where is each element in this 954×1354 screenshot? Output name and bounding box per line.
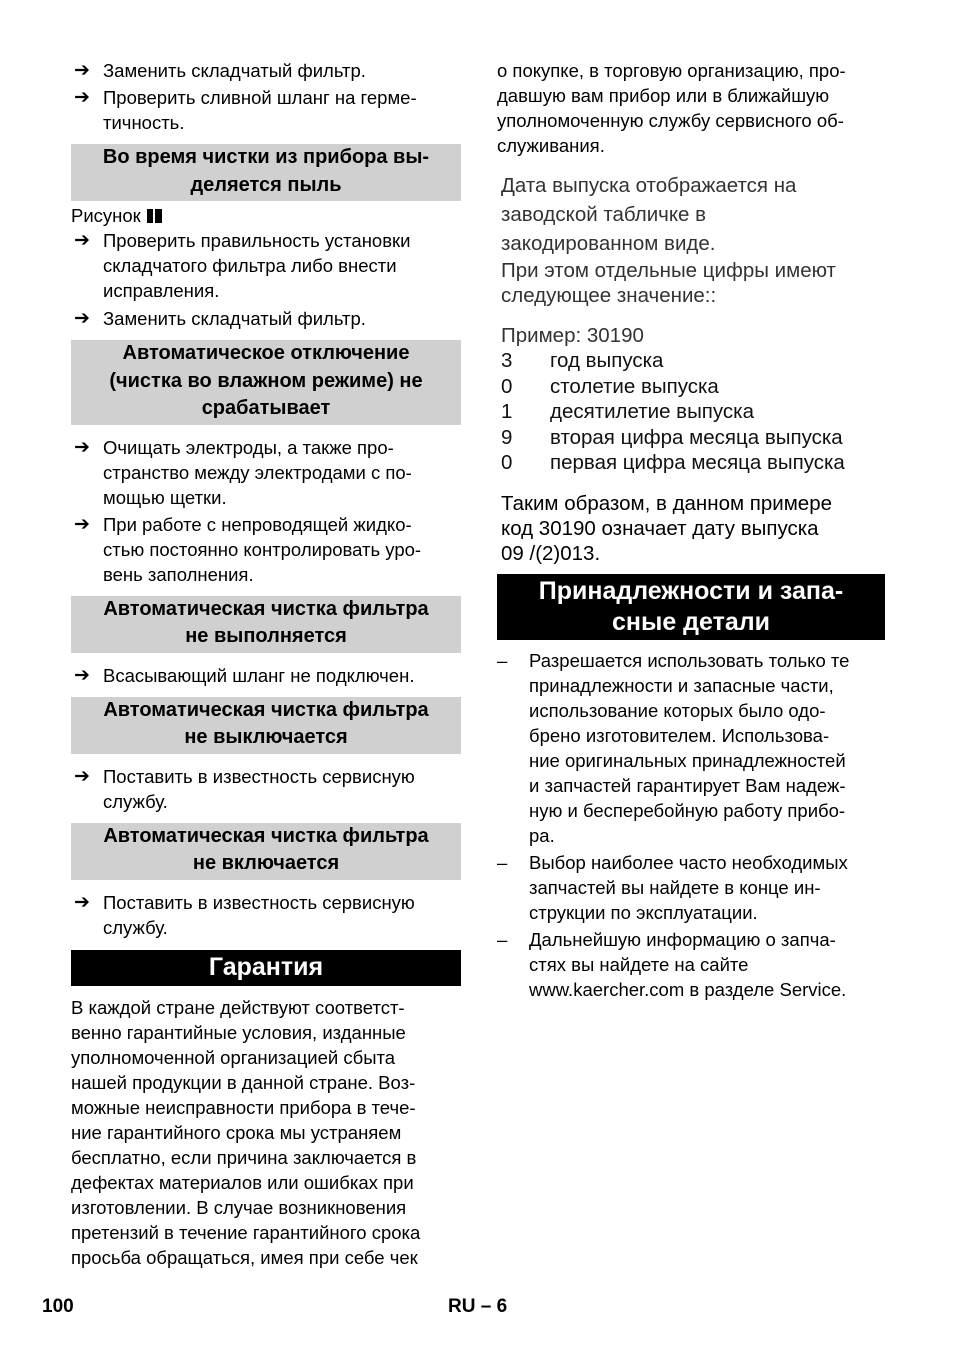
text-line: бесплатно, если причина заключается в — [71, 1146, 417, 1168]
heading-line: не выключается — [184, 726, 348, 748]
heading-line: Автоматическая чистка фильтра — [103, 698, 429, 721]
example-digit: 3 — [501, 349, 513, 372]
bullet-text: Всасывающий шланг не подключен. — [103, 664, 415, 686]
bullet-text: службу. — [103, 790, 168, 812]
example-row — [497, 374, 885, 400]
text-line: При этом отдельные цифры имеют — [501, 259, 836, 282]
text-line: нашей продукции в данной стране. Воз- — [71, 1071, 416, 1093]
arrow-icon: ➔ — [74, 891, 90, 913]
example-digit: 0 — [501, 374, 513, 398]
section-heading-dust — [71, 144, 461, 201]
text-line: ние гарантийного срока мы устраняем — [71, 1121, 402, 1143]
heading-line: Автоматическая чистка фильтра — [103, 824, 429, 847]
arrow-icon: ➔ — [74, 87, 90, 108]
list-text: брено изготовителем. Использова- — [529, 724, 830, 746]
example-digit: 0 — [501, 451, 513, 474]
text-line: В каждой стране действуют соответст- — [71, 996, 405, 1018]
list-text: Дальнейшую информацию о запча- — [529, 928, 836, 950]
heading-line: (чистка во влажном режиме) не — [109, 369, 423, 392]
text-line: уполномоченную службу сервисного об- — [497, 110, 844, 131]
text-line: претензий в течение гарантийного срока — [71, 1221, 421, 1243]
example-digit: 1 — [501, 400, 513, 423]
bullet-text: вень заполнения. — [103, 563, 254, 585]
example-row — [497, 348, 885, 374]
dash-marker: – — [497, 649, 508, 671]
heading-line: Во время чистки из прибора вы- — [102, 146, 430, 168]
language-page-label: RU – 6 — [448, 1296, 508, 1317]
bullet-text: стью постоянно контролировать уро- — [103, 538, 422, 560]
list-item — [497, 850, 885, 925]
bullet-item — [71, 228, 461, 303]
list-item — [497, 927, 885, 1002]
example-meaning: десятилетие выпуска — [550, 400, 754, 423]
heading-line: Гарантия — [208, 952, 324, 981]
bullet-text: При работе с непроводящей жидко- — [103, 513, 412, 535]
example-meaning: первая цифра месяца выпуска — [550, 451, 845, 474]
bullet-text: тичность. — [103, 112, 185, 133]
heading-line: Автоматическая чистка фильтра — [103, 597, 429, 620]
bullet-text: исправления. — [103, 280, 220, 301]
heading-line: Автоматическое отключение — [122, 342, 410, 364]
text-line: дефектах материалов или ошибках при — [71, 1171, 414, 1193]
list-text: стях вы найдете на сайте — [529, 953, 749, 975]
text-line: 09 /(2)013. — [501, 541, 601, 565]
list-text: Выбор наиболее часто необходимых — [529, 851, 848, 873]
list-text: ную и бесперебойную работу прибо- — [529, 799, 846, 821]
bullet-text: мощью щетки. — [103, 486, 227, 508]
list-text: и запчастей гарантирует Вам надеж- — [529, 774, 846, 796]
figure-label: Рисунок — [71, 205, 141, 226]
page-number: 100 — [42, 1296, 74, 1317]
list-text: струкции по эксплуатации. — [529, 901, 758, 923]
text-line: Пример: 30190 — [501, 324, 644, 347]
bullet-text: складчатого фильтра либо внести — [103, 255, 397, 276]
bullet-text: Проверить сливной шланг на герме- — [103, 87, 417, 108]
heading-line: деляется пыль — [190, 173, 342, 196]
bullet-item — [71, 890, 461, 940]
text-line: изготовлении. В случае возникновения — [71, 1196, 407, 1218]
list-text: ра. — [529, 824, 555, 846]
section-heading-autooff — [71, 340, 461, 425]
figure-icon — [147, 209, 162, 223]
section-heading-filter-not-running — [71, 596, 461, 653]
bullet-item — [71, 663, 461, 688]
text-line: давшую вам прибор или в ближайшую — [497, 85, 830, 106]
right-column — [497, 58, 885, 1002]
bullet-text: Заменить складчатый фильтр. — [103, 60, 366, 81]
bullet-text: Проверить правильность установки — [103, 230, 411, 251]
heading-line: срабатывает — [201, 397, 331, 419]
bullet-item — [71, 306, 461, 331]
list-item — [497, 648, 885, 848]
bullet-text: службу. — [103, 916, 168, 938]
arrow-icon: ➔ — [74, 308, 90, 329]
heading-line: Принадлежности и запа- — [538, 576, 844, 605]
left-column — [71, 58, 461, 1270]
arrow-icon: ➔ — [74, 436, 90, 458]
bullet-text: Поставить в известность сервисную — [103, 891, 415, 913]
example-meaning: столетие выпуска — [550, 374, 719, 398]
dash-marker: – — [497, 928, 508, 950]
example-row — [497, 399, 885, 425]
text-line: просьба обращаться, имея при себе чек — [71, 1246, 418, 1268]
example-digit: 9 — [501, 425, 513, 449]
bullet-text: странство между электродами с по- — [103, 461, 412, 483]
text-line: заводской табличке в — [501, 203, 707, 226]
figure-reference — [71, 203, 461, 228]
production-date-info — [497, 171, 885, 308]
accessories-list — [497, 648, 885, 1002]
text-line: Таким образом, в данном примере — [501, 491, 833, 515]
list-text: ние оригинальных принадлежностей — [529, 749, 846, 771]
example-row — [497, 425, 885, 451]
conclusion-text — [497, 491, 885, 566]
example-label — [497, 323, 885, 348]
text-line: венно гарантийные условия, изданные — [71, 1021, 406, 1043]
bullet-item — [71, 512, 461, 587]
example-meaning: год выпуска — [550, 349, 664, 372]
text-line: Дата выпуска отображается на — [501, 174, 797, 197]
bullet-item — [71, 435, 461, 510]
dash-marker: – — [497, 851, 508, 873]
arrow-icon: ➔ — [74, 765, 90, 787]
heading-line: сные детали — [611, 607, 771, 636]
warranty-heading — [71, 950, 461, 986]
text-line: уполномоченной организацией сбыта — [71, 1046, 396, 1068]
warranty-continuation — [497, 58, 885, 158]
section-heading-filter-not-off — [71, 697, 461, 754]
arrow-icon: ➔ — [74, 230, 90, 251]
bullet-text: Очищать электроды, а также про- — [103, 436, 394, 458]
arrow-icon: ➔ — [74, 664, 90, 686]
text-line: служивания. — [497, 135, 605, 156]
text-line: следующее значение:: — [501, 284, 717, 307]
arrow-icon: ➔ — [74, 60, 90, 81]
list-text: запчастей вы найдете в конце ин- — [529, 876, 821, 898]
list-text: использование которых было одо- — [529, 699, 826, 721]
text-line: закодированном виде. — [501, 232, 716, 255]
text-line: код 30190 означает дату выпуска — [501, 516, 819, 540]
example-table — [497, 348, 885, 476]
heading-line: не включается — [192, 852, 340, 874]
bullet-item — [71, 85, 461, 135]
heading-line: не выполняется — [185, 625, 347, 647]
bullet-text: Поставить в известность сервисную — [103, 765, 415, 787]
arrow-icon: ➔ — [74, 513, 90, 535]
text-line: о покупке, в торговую организацию, про- — [497, 60, 846, 81]
example-meaning: вторая цифра месяца выпуска — [550, 425, 843, 449]
warranty-text — [71, 995, 461, 1270]
bullet-item — [71, 764, 461, 814]
example-row — [497, 450, 885, 476]
bullet-text: Заменить складчатый фильтр. — [103, 308, 366, 329]
list-text: принадлежности и запасные части, — [529, 674, 834, 696]
list-text: Разрешается использовать только те — [529, 649, 850, 671]
text-line: можные неисправности прибора в тече- — [71, 1096, 416, 1118]
accessories-heading — [497, 574, 885, 640]
list-text: www.kaercher.com в разделе Service. — [529, 978, 847, 1000]
section-heading-filter-not-on — [71, 823, 461, 880]
bullet-item — [71, 58, 461, 83]
